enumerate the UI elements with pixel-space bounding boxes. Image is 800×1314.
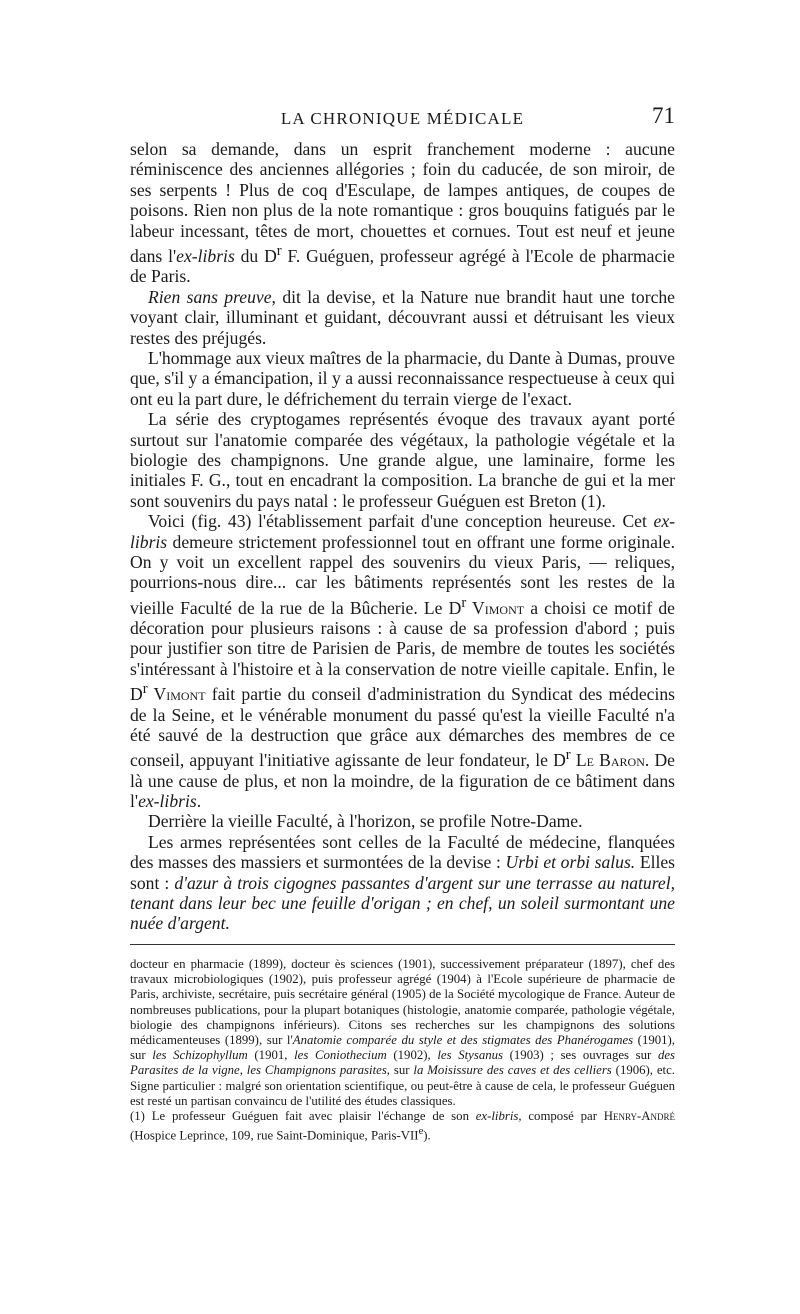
text-run: . De là une cause de plus, et non la moindre, de la figuration de ce bâtiment dans l' — [130, 750, 675, 812]
text-run: (Hospice Leprince, 109, rue Saint-Dominique, Paris-VII — [130, 1128, 419, 1143]
text-run: (1901), sur — [130, 1033, 675, 1063]
text-run: (1902), — [386, 1048, 438, 1063]
text-run: F. Guéguen, professeur agrégé à l'Ecole de pharmacie de Paris. — [130, 245, 675, 287]
small-caps-name: Vimont — [147, 684, 206, 705]
footnote-rule — [130, 944, 675, 945]
paragraph-2 — [130, 287, 675, 348]
small-caps-name: Le Baron — [570, 750, 645, 771]
italic-text: Anatomie comparée du style et des stigmates des Phanérogames — [292, 1033, 634, 1048]
footnote-continued — [130, 957, 675, 1109]
paragraph-6: Derrière la vieille Faculté, à l'horizon, se profile Notre-Dame. — [148, 811, 583, 832]
text-run: Elles sont : — [130, 852, 676, 893]
text-run: (1) Le professeur Guéguen fait avec plaisir l'échange de son — [130, 1109, 476, 1124]
text-run: , dit la devise, et la Nature nue brandit haut une torche voyant clair, illuminant et guidant, découvrant aussi et détruisant les vieux restes des préjugés. — [130, 286, 675, 348]
header-title: LA CHRONIQUE MÉDICALE — [280, 109, 525, 128]
italic-text: ex-libris — [130, 511, 675, 552]
footnotes — [130, 957, 675, 1144]
text-run: (1903) ; ses ouvrages sur — [503, 1048, 658, 1063]
text-run: composé par — [521, 1109, 604, 1124]
italic-text: les Schizophyllum — [152, 1048, 248, 1063]
italic-text: les Stysanus — [437, 1048, 503, 1063]
text-run: fait partie du conseil d'administration du Syndicat des médecins de la Seine, et le vénérable monument du passé qu'est la vieille Faculté n'a été sauvé de la destruction que grâce aux démarches des membres de ce conseil, appuyant l'initiative agissante de leur fondateur, le D — [130, 684, 675, 771]
text-run: Voici (fig. 43) l'établissement parfait d'une conception heureuse. Cet — [148, 511, 654, 532]
text-run: ). — [423, 1128, 431, 1143]
paragraph-7 — [130, 832, 675, 934]
text-run: . — [196, 791, 202, 812]
page-number: 71 — [652, 103, 675, 128]
italic-text: d'azur à trois cigognes passantes d'argent sur une terrasse au naturel, tenant dans leur bec une feuille d'origan ; en chef, un soleil surmontant une nuée d'argent. — [130, 872, 676, 934]
paragraph-4: La série des cryptogames représentés évoque des travaux ayant porté surtout sur l'anatomie comparée des végétaux, la pathologie végétale et la biologie des champignons. Une grande algue, une laminaire, forme les initiales F. G., tout en encadrant la composition. La branche de gui et la mer sont souvenirs du pays natal : le professeur Guéguen est Breton (1). — [130, 409, 675, 511]
superscript: r — [276, 243, 282, 260]
running-header — [130, 103, 675, 133]
text-run: selon sa demande, dans un esprit franchement moderne : aucune réminiscence des anciennes allégories ; foin du caducée, de son miroir, de ses serpents ! Plus de coq d'Esculape, de lampes antiques, de coupes de poisons. Rien non plus de la note romantique : gros bouquins fatigués par le labeur incessant, têtes de mort, chouettes et cornues. Tout est neuf et jeune dans l' — [130, 139, 675, 266]
body-text — [130, 139, 675, 934]
italic-text: des Parasites de la vigne, les Champignons parasites, — [130, 1048, 676, 1078]
italic-text: les Coniothecium — [294, 1048, 387, 1063]
paragraph-5 — [130, 511, 675, 811]
text-run: a choisi ce motif de décoration pour plusieurs raisons : à cause de sa profession d'abord ; puis pour justifier son titre de Parisien de Paris, de membre de toutes les sociétés s'intéressant à l'histoire et à la conservation de notre vieille capitale. Enfin, le D — [130, 597, 675, 705]
text-run: demeure strictement professionnel tout en offrant une forme originale. On y voit un excellent rappel des souvenirs du vieux Paris, — reliques, pourrions-nous dire... car les bâtiments représentés sont les restes de la vieille Faculté de la rue de la Bûcherie. Le D — [130, 531, 675, 618]
text-run: sur — [390, 1063, 414, 1078]
superscript: r — [461, 594, 467, 611]
superscript: r — [565, 747, 571, 764]
paragraph-3: L'hommage aux vieux maîtres de la pharmacie, du Dante à Dumas, prouve que, s'il y a émancipation, il y a aussi reconnaissance respectueuse à ceux qui ont eu la part dure, le défrichement du terrain vierge de l'exact. — [130, 347, 675, 409]
small-caps-name: Henry-André — [603, 1109, 675, 1124]
italic-text: Urbi et orbi salus. — [505, 852, 636, 873]
footnote-1 — [130, 1109, 675, 1144]
text-run: (1901, — [247, 1048, 295, 1063]
text-run: (1906), etc. Signe particulier : malgré son orientation scientifique, ou peut-être à cause de cela, le professeur Guéguen est resté un partisan convaincu de l'utilité des études classiques. — [130, 1063, 675, 1108]
superscript: r — [142, 681, 148, 698]
small-caps-name: Vimont — [466, 597, 525, 618]
italic-text: Rien sans preuve — [148, 286, 272, 307]
italic-text: ex-libris — [138, 791, 197, 812]
paragraph-1 — [130, 139, 675, 287]
superscript: e — [418, 1126, 424, 1138]
italic-text: ex-libris — [176, 245, 235, 266]
text-run: docteur en pharmacie (1899), docteur ès sciences (1901), successivement préparateur (1897), chef des travaux microbiologiques (1902), puis professeur agrégé (1904) à l'Ecole supérieure de pharmacie de Paris, archiviste, secrétaire, puis secrétaire général (1905) de la Société mycologique de France. Auteur de nombreuses publications, pour la plupart botaniques (histologie, anatomie comparée, pathologie végétale, biologie des champignons inférieurs). Citons ses recherches sur les champignons des solutions médicamenteuses (1899), sur l' — [130, 957, 675, 1048]
italic-text: la Moisissure des caves et des celliers — [413, 1063, 612, 1078]
italic-text: ex-libris, — [475, 1109, 522, 1124]
text-run: du D — [234, 245, 277, 266]
text-run: Les armes représentées sont celles de la Faculté de médecine, flanquées des masses des massiers et surmontées de la devise : — [130, 831, 675, 873]
